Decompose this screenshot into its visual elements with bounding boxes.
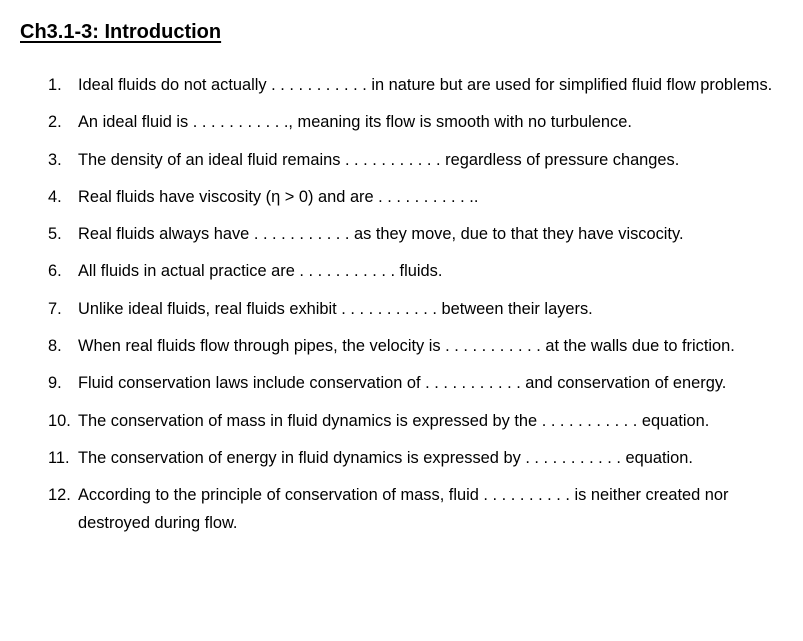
question-item	[48, 296, 778, 324]
question-number: 1.	[48, 76, 62, 94]
question-text: Fluid conservation laws include conservation of . . . . . . . . . . . and conservation of energy.	[78, 374, 727, 393]
question-text: All fluids in actual practice are . . . . . . . . . . . fluids.	[78, 262, 443, 281]
question-item	[48, 408, 778, 436]
question-text: The density of an ideal fluid remains . . . . . . . . . . . regardless of pressure changes.	[78, 150, 680, 169]
question-item	[48, 445, 778, 473]
question-text: The conservation of energy in fluid dynamics is expressed by . . . . . . . . . . . equation.	[78, 448, 693, 467]
question-text: Real fluids have viscosity (η > 0) and are . . . . . . . . . . ..	[78, 187, 479, 206]
question-item	[48, 221, 778, 249]
question-number: 11.	[48, 448, 70, 467]
question-item	[48, 482, 778, 537]
question-text: When real fluids flow through pipes, the velocity is . . . . . . . . . . . at the walls due to friction.	[78, 337, 735, 356]
question-text: According to the principle of conservation of mass, fluid . . . . . . . . . . is neither created nor destroyed during flow.	[78, 486, 729, 532]
page-title: Ch3.1-3: Introduction	[20, 21, 222, 43]
question-number: 12.	[48, 486, 71, 505]
question-number: 7.	[48, 299, 62, 318]
question-number: 10.	[48, 411, 71, 430]
question-number: 9.	[48, 374, 62, 393]
question-text: Ideal fluids do not actually . . . . . . . . . . . in nature but are used for simplified fluid flow problems.	[78, 76, 773, 94]
question-number: 8.	[48, 337, 62, 356]
question-text: Unlike ideal fluids, real fluids exhibit . . . . . . . . . . . between their layers.	[78, 299, 593, 318]
question-item	[48, 258, 778, 286]
question-item	[48, 184, 778, 212]
question-list	[48, 72, 778, 547]
question-item	[48, 147, 778, 175]
question-item	[48, 109, 778, 137]
question-number: 4.	[48, 187, 62, 206]
question-number: 5.	[48, 225, 62, 244]
question-text: Real fluids always have . . . . . . . . . . . as they move, due to that they have viscocity.	[78, 225, 684, 244]
question-number: 2.	[48, 113, 62, 132]
question-number: 6.	[48, 262, 62, 281]
question-item	[48, 333, 778, 361]
question-item	[48, 370, 778, 398]
question-number: 3.	[48, 150, 62, 169]
question-item	[48, 72, 778, 100]
question-text: An ideal fluid is . . . . . . . . . . ., meaning its flow is smooth with no turbulence.	[78, 113, 632, 132]
question-text: The conservation of mass in fluid dynamics is expressed by the . . . . . . . . . . . equation.	[78, 411, 710, 430]
